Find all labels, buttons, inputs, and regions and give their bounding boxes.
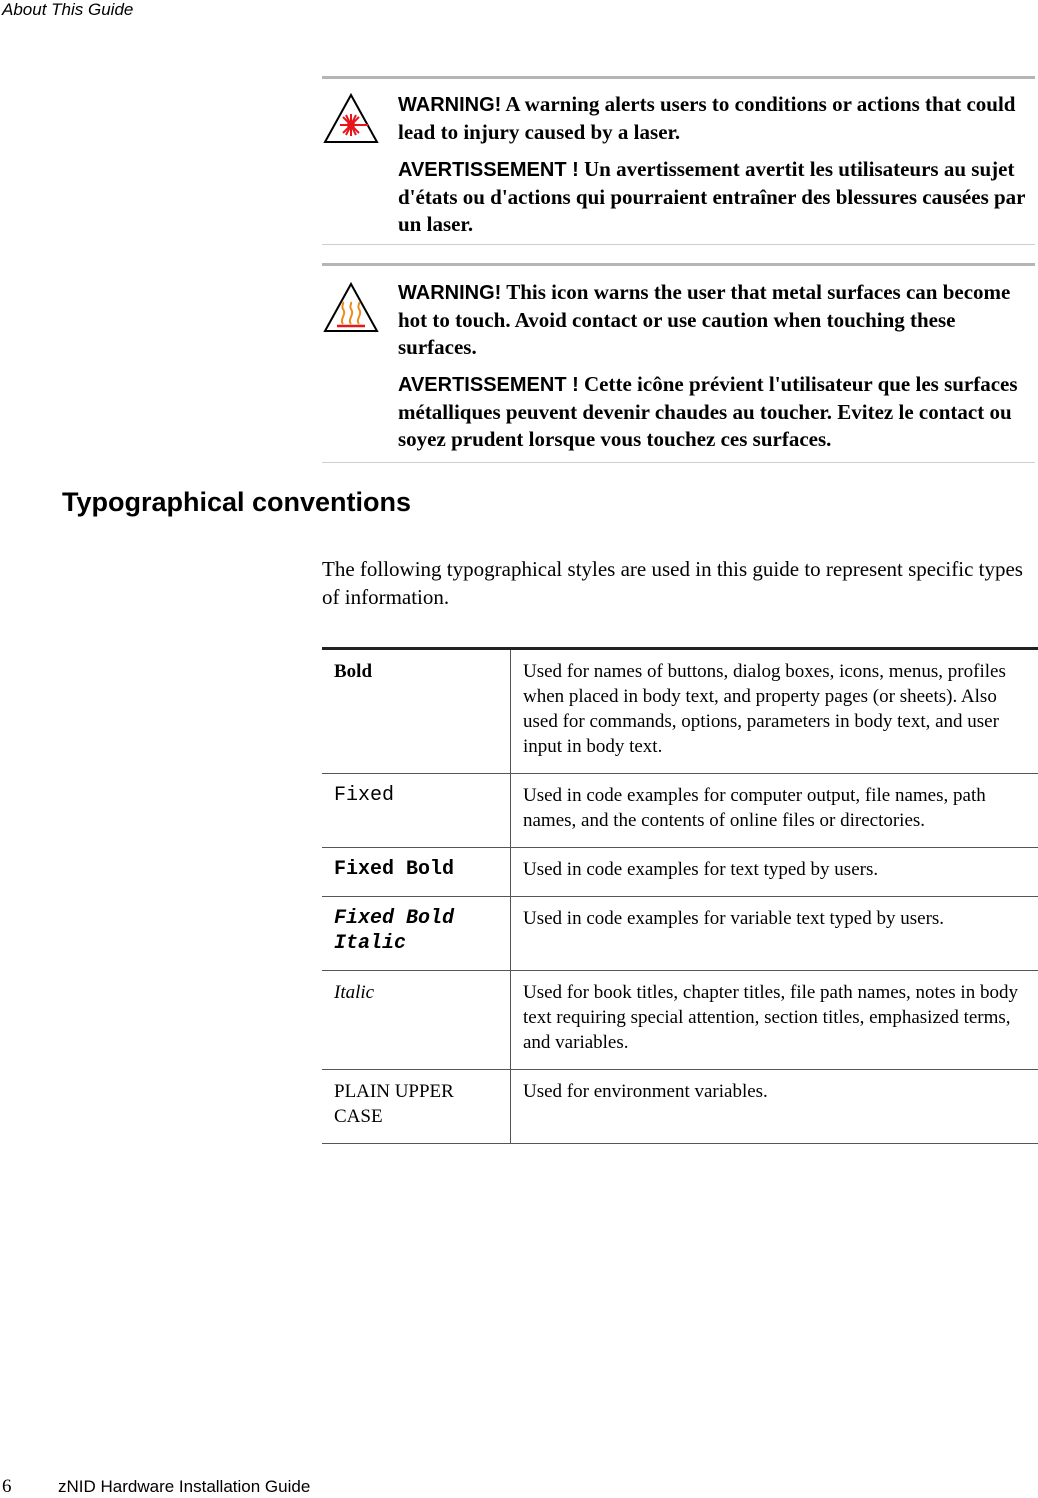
warning-fr-text <box>398 156 1035 238</box>
running-header: About This Guide <box>2 0 133 20</box>
page-footer <box>2 1476 310 1498</box>
warning-label: WARNING! <box>398 282 501 304</box>
avertissement-message: Cette icône prévient l'utilisateur que les surfaces métalliques peuvent devenir chaudes au toucher. Evitez le contact ou soyez prudent lorsque vous touchez ces surfaces. <box>398 372 1018 451</box>
warning-message: This icon warns the user that metal surfaces can become hot to touch. Avoid contact or use caution when touching these surfaces. <box>398 280 1010 359</box>
warning-message: A warning alerts users to conditions or actions that could lead to injury caused by a laser. <box>398 92 1015 144</box>
laser-warning-block <box>322 76 1035 245</box>
style-name: Fixed Bold Italic <box>322 897 511 971</box>
style-name: Fixed <box>322 774 511 848</box>
table-row <box>322 649 1038 774</box>
avertissement-label: AVERTISSEMENT ! <box>398 159 579 181</box>
hot-surface-warning-icon <box>322 280 380 336</box>
style-name: Bold <box>322 649 511 774</box>
page-number: 6 <box>2 1476 58 1498</box>
warning-fr-text <box>398 371 1035 453</box>
table-row <box>322 848 1038 897</box>
style-description: Used in code examples for variable text typed by users. <box>511 897 1038 971</box>
intro-paragraph: The following typographical styles are used in this guide to represent specific types of information. <box>322 555 1034 611</box>
section-heading: Typographical conventions <box>62 487 411 518</box>
style-description: Used for environment variables. <box>511 1070 1038 1144</box>
hot-surface-warning-block <box>322 263 1035 463</box>
table-row <box>322 971 1038 1070</box>
style-description: Used for names of buttons, dialog boxes, icons, menus, profiles when placed in body text, and property pages (or sheets). Also used for commands, options, parameters in body text, and user input in body text. <box>511 649 1038 774</box>
warning-en-text <box>398 279 1035 361</box>
table-row <box>322 897 1038 971</box>
book-title: zNID Hardware Installation Guide <box>58 1477 310 1496</box>
avertissement-label: AVERTISSEMENT ! <box>398 374 579 396</box>
laser-warning-icon <box>322 91 380 147</box>
style-description: Used in code examples for text typed by users. <box>511 848 1038 897</box>
conventions-table <box>322 647 1038 1144</box>
style-description: Used for book titles, chapter titles, file path names, notes in body text requiring special attention, section titles, emphasized terms, and variables. <box>511 971 1038 1070</box>
style-description: Used in code examples for computer output, file names, path names, and the contents of online files or directories. <box>511 774 1038 848</box>
table-row <box>322 774 1038 848</box>
style-name: Fixed Bold <box>322 848 511 897</box>
table-row <box>322 1070 1038 1144</box>
warning-en-text <box>398 91 1035 146</box>
warning-label: WARNING! <box>398 94 501 116</box>
style-name: PLAIN UPPER CASE <box>322 1070 511 1144</box>
avertissement-message: Un avertissement avertit les utilisateurs au sujet d'états ou d'actions qui pourraient entraîner des blessures causées par un laser. <box>398 157 1025 236</box>
style-name: Italic <box>322 971 511 1070</box>
